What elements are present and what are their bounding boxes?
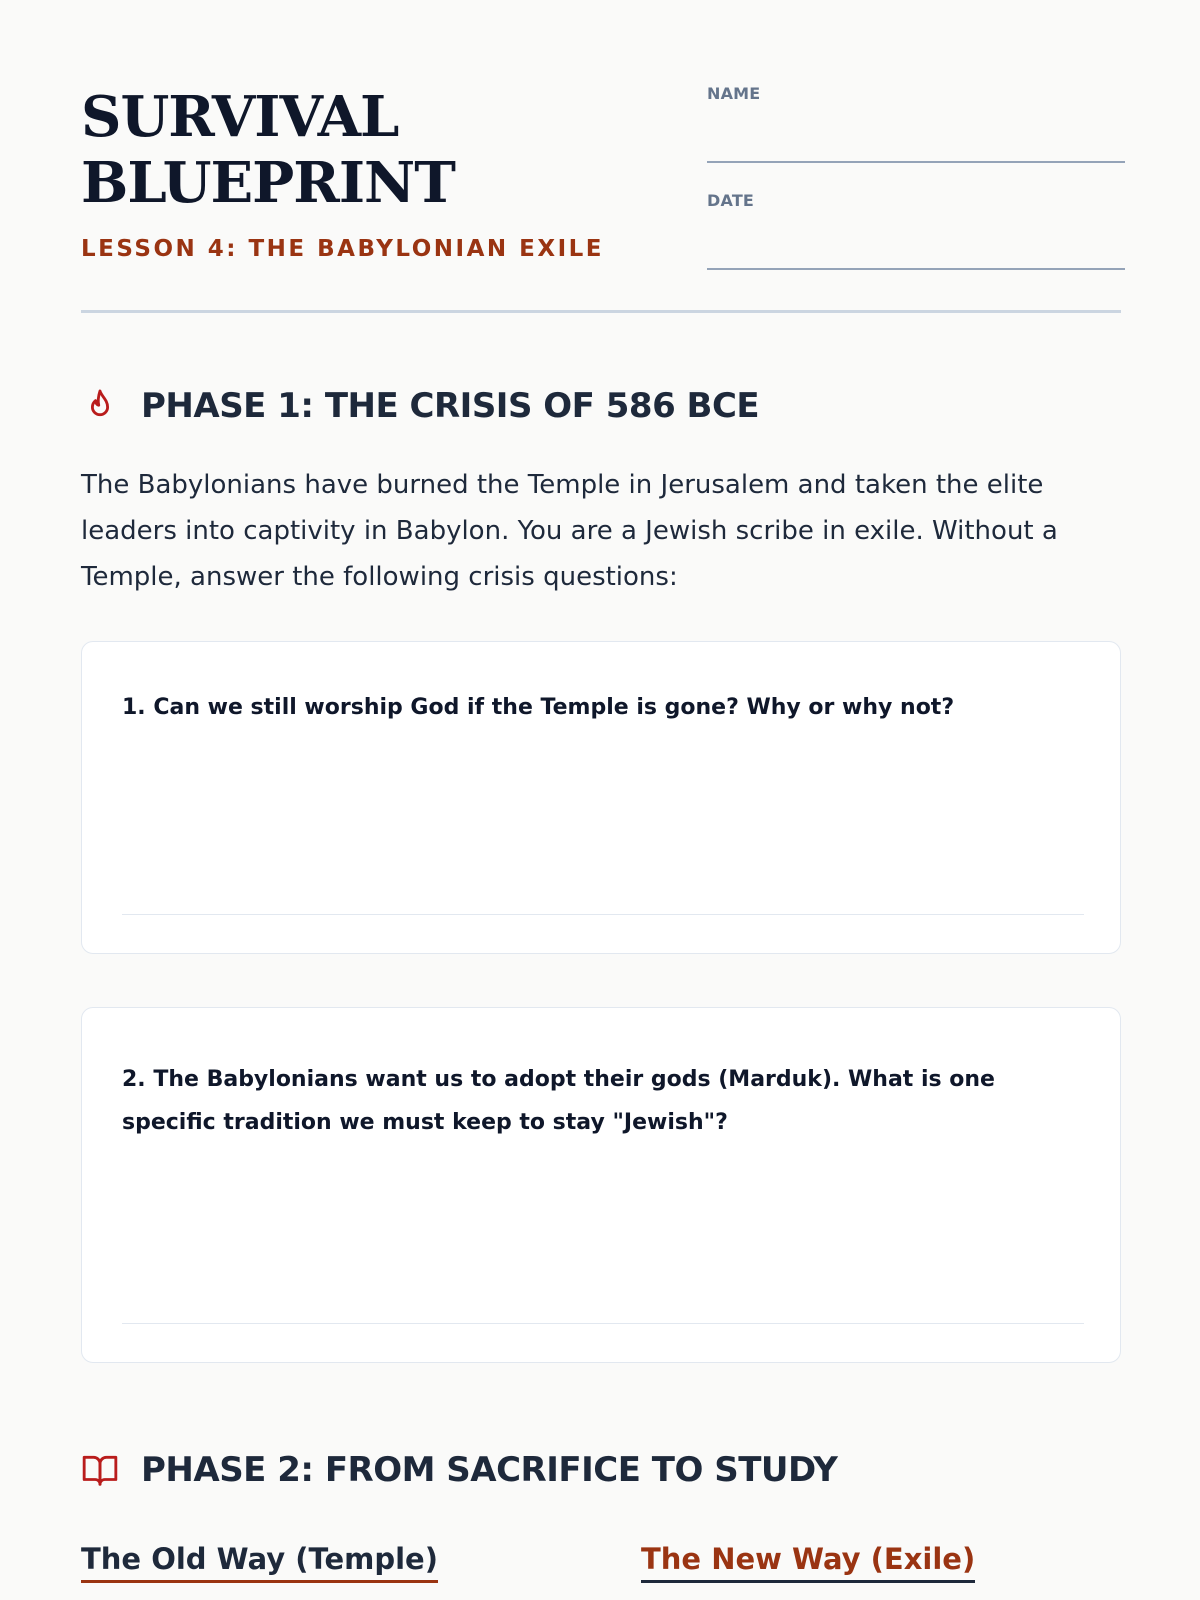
title-line-2: BLUEPRINT — [81, 150, 455, 216]
question-card-2 — [81, 1007, 1121, 1363]
phase-1-intro: The Babylonians have burned the Temple in Jerusalem and taken the elite leaders into captivity in Babylon. You are a Jewish scribe in exile. Without a Temple, answer the following crisis questions: — [81, 470, 1058, 592]
question-card-1 — [81, 641, 1121, 954]
date-label: DATE — [707, 191, 755, 210]
date-field — [707, 191, 1121, 210]
question-1-answer-line[interactable] — [122, 912, 1084, 915]
phase-2-heading — [81, 1450, 837, 1490]
old-way-column-heading: The Old Way (Temple) — [81, 1540, 438, 1583]
new-way-column-heading: The New Way (Exile) — [641, 1540, 975, 1583]
question-2-answer-line[interactable] — [122, 1321, 1084, 1324]
flame-icon — [81, 387, 119, 425]
name-input[interactable] — [707, 159, 1125, 163]
phase-2-title: PHASE 2: FROM SACRIFICE TO STUDY — [141, 1450, 838, 1490]
question-2-text: 2. The Babylonians want us to adopt their gods (Marduk). What is one specific tradition we must keep to stay "Jewish"? — [122, 1067, 995, 1135]
date-input[interactable] — [707, 266, 1125, 270]
title-line-1: SURVIVAL — [81, 84, 399, 150]
open-book-icon — [81, 1451, 119, 1489]
phase-1-title: PHASE 1: THE CRISIS OF 586 BCE — [141, 386, 760, 426]
worksheet-title — [81, 84, 641, 216]
worksheet-header — [81, 0, 1121, 313]
question-1-text: 1. Can we still worship God if the Temple is gone? Why or why not? — [122, 695, 955, 720]
name-label: NAME — [707, 84, 761, 103]
name-field — [707, 84, 1121, 103]
phase-1-heading — [81, 386, 759, 426]
lesson-subtitle: LESSON 4: THE BABYLONIAN EXILE — [81, 236, 605, 262]
